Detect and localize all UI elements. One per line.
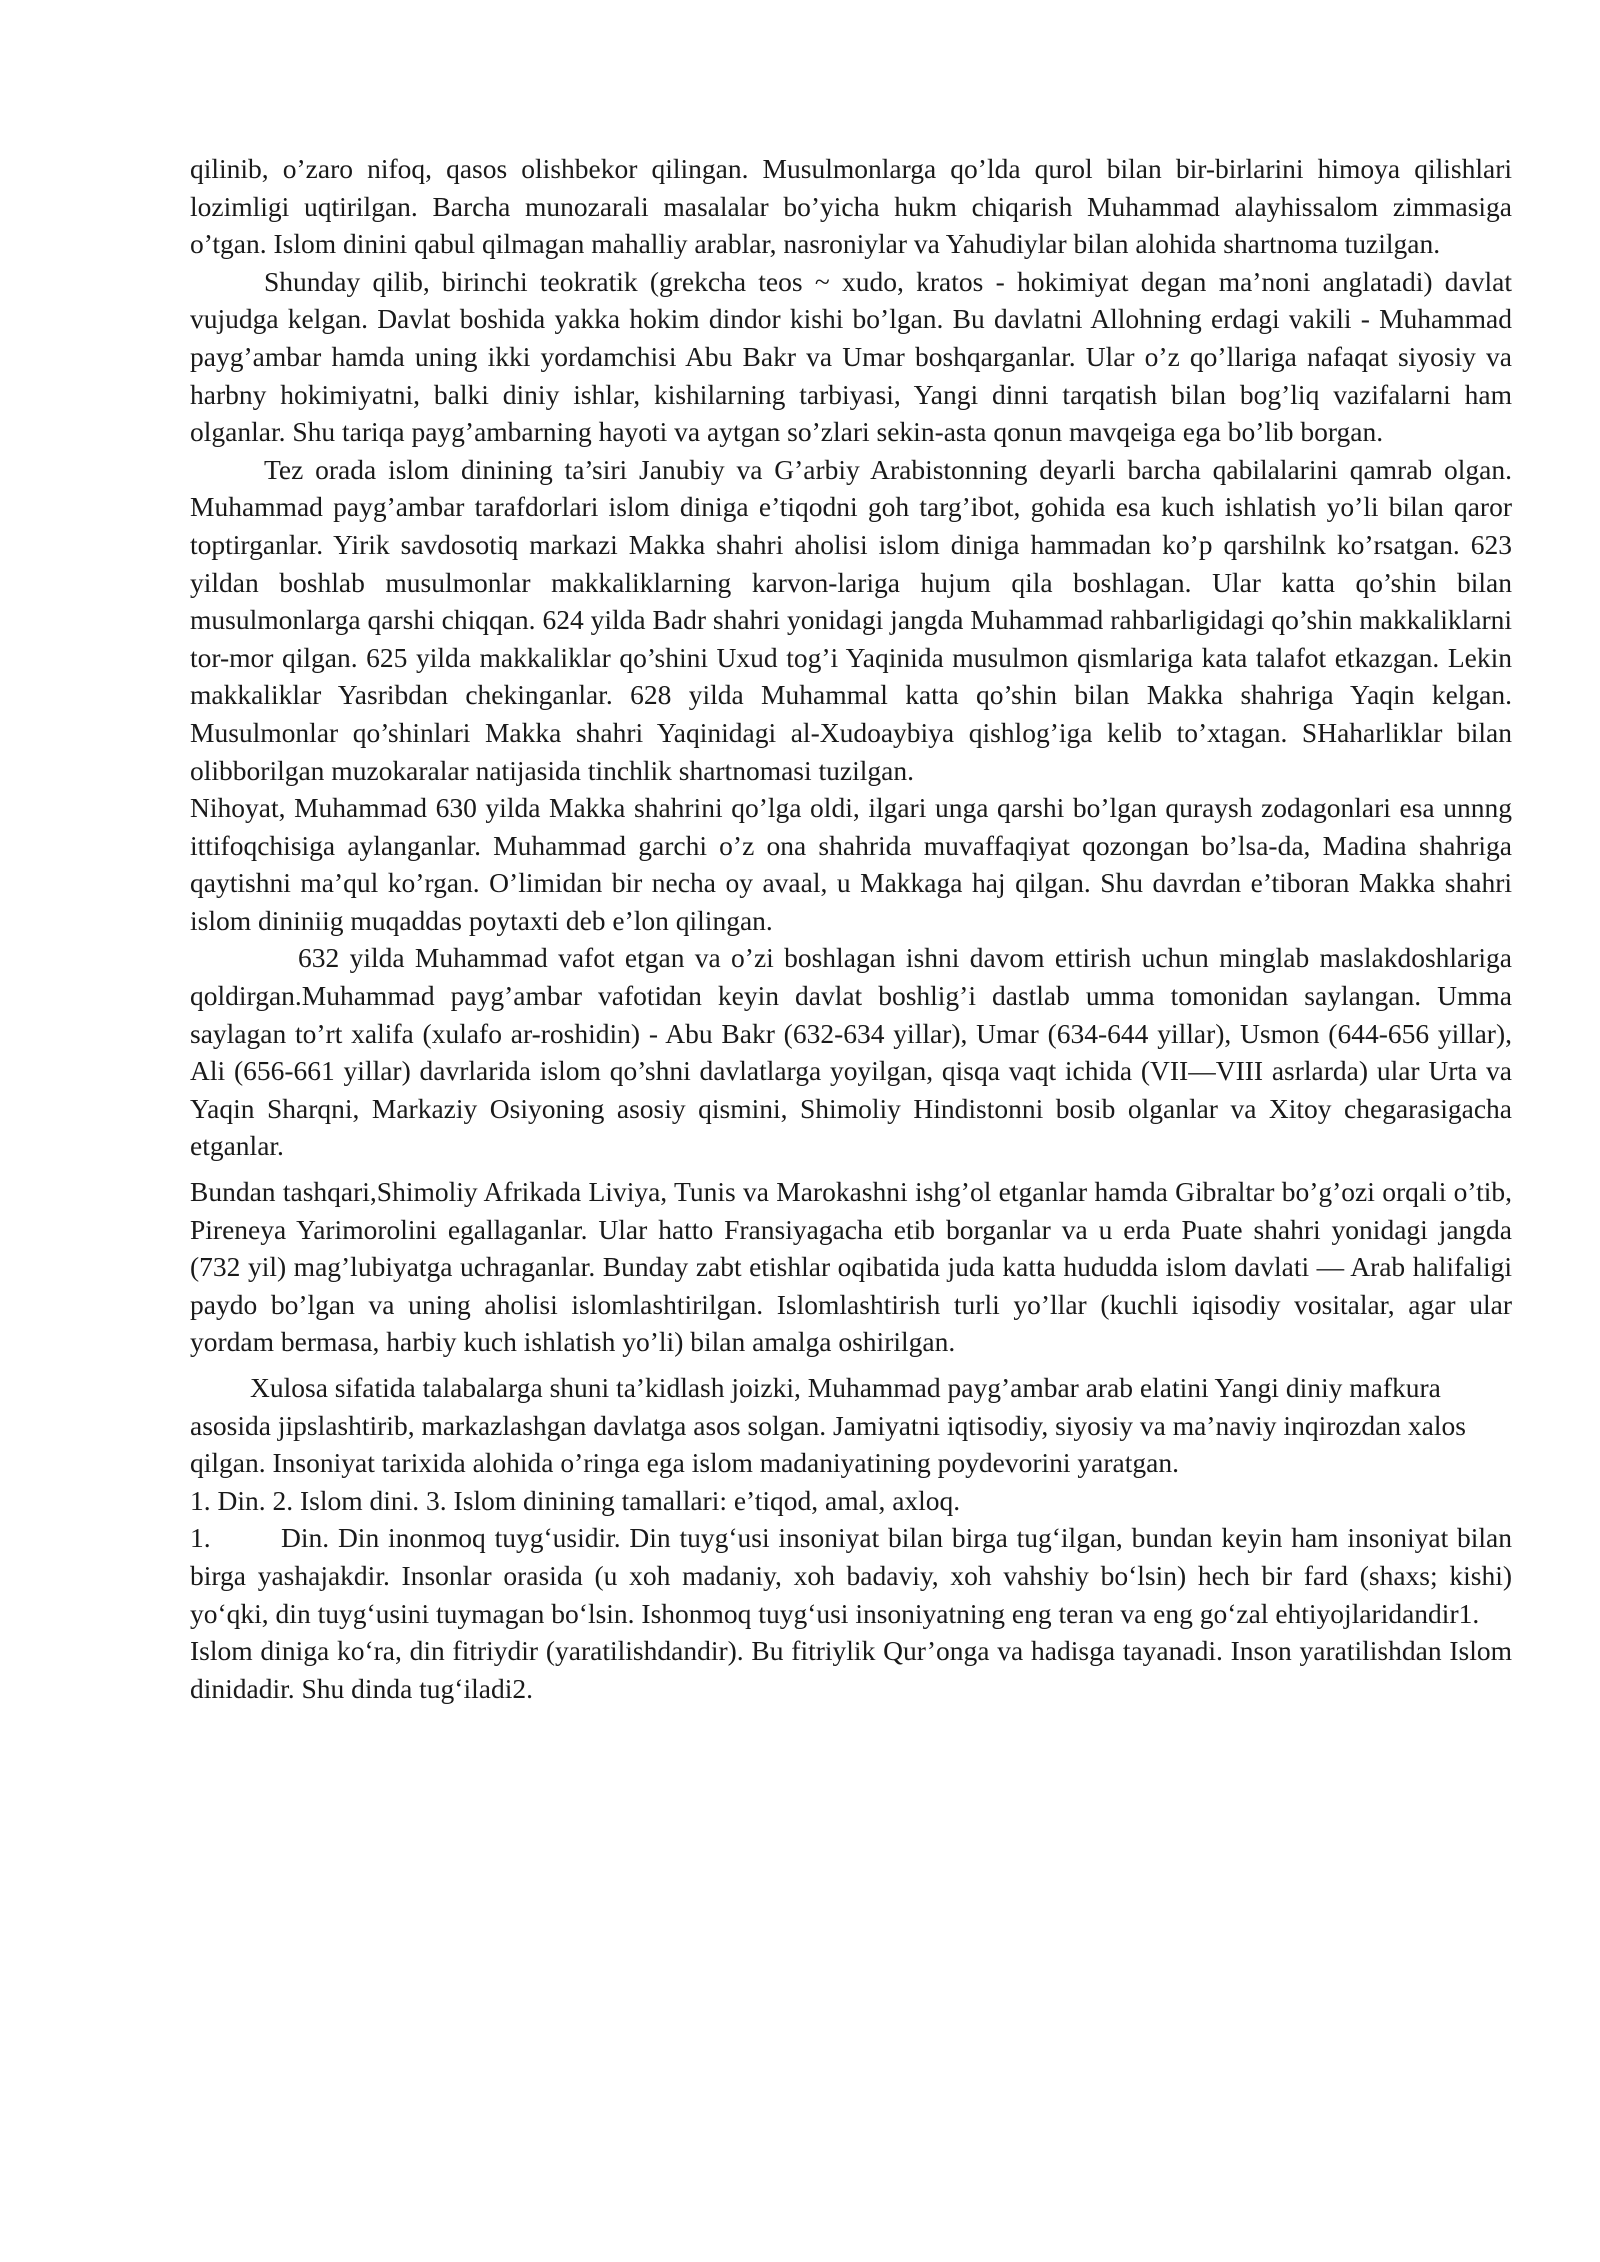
paragraph-6: Bundan tashqari,Shimoliy Afrikada Liviya, Tunis va Marokashni ishg’ol etganlar hamda Gibraltar bo’g’ozi orqali o’tib, Pireneya Yarimorolini egallaganlar. Ular hatto Fransiyagacha etib borganlar va u erda Puate shahri yonidagi jangda (732 yil) mag’lubiyatga uchraganlar. Bunday zabt etishlar oqibatida juda katta hududda islom davlati — Arab halifaligi paydo bo’lgan va uning aholisi islomlashtirilgan. Islomlashtirish turli yo’llar (kuchli iqisodiy vositalar, agar ular yordam bermasa, harbiy kuch ishlatish yo’li) bilan amalga oshirilgan. [190,1176,1512,1358]
paragraph-3: Tez orada islom dinining ta’siri Janubiy va G’arbiy Arabistonning deyarli barcha qabilalarini qamrab olgan. Muhammad payg’ambar tarafdorlari islom diniga e’tiqodni goh targ’ibot, gohida esa kuch ishlatish yo’li bilan qaror toptirganlar. Yirik savdosotiq markazi Makka shahri aholisi islom diniga hammadan ko’p qarshilnk ko’rsatgan. 623 yildan boshlab musulmonlar makkaliklarning karvon-lariga hujum qila boshlagan. Ular katta qo’shin bilan musulmonlarga qarshi chiqqan. 624 yilda Badr shahri yonidagi jangda Muhammad rahbarligidagi qo’shin makkaliklarni tor-mor qilgan. 625 yilda makkaliklar qo’shini Uxud tog’i Yaqinida musulmon qismlariga kata talafot etkazgan. Lekin makkaliklar Yasribdan chekinganlar. 628 yilda Muhammal katta qo’shin bilan Makka shahriga Yaqin kelgan. Musulmonlar qo’shinlari Makka shahri Yaqinidagi al-Xudoaybiya qishlog’iga kelib to’xtagan. SHaharliklar bilan olibborilgan muzokaralar natijasida tinchlik shartnomasi tuzilgan. [190,453,1512,786]
paragraph-8: 1. Din. 2. Islom dini. 3. Islom dinining tamallari: e’tiqod, amal, axloq. [190,1484,961,1516]
paragraph-7: Xulosa sifatida talabalarga shuni ta’kidlash joizki, Muhammad payg’ambar arab elatini Yangi diniy mafkura asosida jipslashtirib, markazlashgan davlatga asos solgan. Jamiyatni iqtisodiy, siyosiy va ma’naviy inqirozdan xalos qilgan. Insoniyat tarixida alohida o’ringa ega islom madaniyatining poydevorini yaratgan. [190,1372,1466,1479]
paragraph-4: Nihoyat, Muhammad 630 yilda Makka shahrini qo’lga oldi, ilgari unga qarshi bo’lgan quraysh zodagonlari esa unnng ittifoqchisiga aylanganlar. Muhammad garchi o’z ona shahrida muvaffaqiyat qozongan bo’lsa-da, Madina shahriga qaytishni ma’qul ko’rgan. O’limidan bir necha oy avaal, u Makkaga haj qilgan. Shu davrdan e’tiboran Makka shahri islom dininiig muqaddas poytaxti deb e’lon qilingan. [190,792,1512,936]
paragraph-9: 1. Din. Din inonmoq tuyg‘usidir. Din tuyg‘usi insoniyat bilan birga tug‘ilgan, bundan keyin ham insoniyat bilan birga yashajakdir. Insonlar orasida (u xoh madaniy, xoh badaviy, xoh vahshiy bo‘lsin) hech bir fard (shaxs; kishi) yo‘qki, din tuyg‘usini tuymagan bo‘lsin. Ishonmoq tuyg‘usi insoniyatning eng teran va eng go‘zal ehtiyojlaridandir1. [190,1522,1519,1629]
paragraph-1: qilinib, o’zaro nifoq, qasos olishbekor qilingan. Musulmonlarga qo’lda qurol bilan bir-birlarini himoya qilishlari lozimligi uqtirilgan. Barcha munozarali masalalar bo’yicha hukm chiqarish Muhammad alayhissalom zimmasiga o’tgan. Islom dinini qabul qilmagan mahalliy arablar, nasroniylar va Yahudiylar bilan alohida shartnoma tuzilgan. [190,153,1512,260]
paragraph-2: Shunday qilib, birinchi teokratik (grekcha teos ~ xudo, kratos - hokimiyat degan ma’noni anglatadi) davlat vujudga kelgan. Davlat boshida yakka hokim dindor kishi bo’lgan. Bu davlatni Allohning erdagi vakili - Muhammad payg’ambar hamda uning ikki yordamchisi Abu Bakr va Umar boshqarganlar. Ular o’z qo’llariga nafaqat siyosiy va harbny hokimiyatni, balki diniy ishlar, kishilarning tarbiyasi, Yangi dinni tarqatish bilan bog’liq vazifalarni ham olganlar. Shu tariqa payg’ambarning hayoti va aytgan so’zlari sekin-asta qonun mavqeiga ega bo’lib borgan. [190,265,1512,448]
document-page [190,150,1519,1707]
paragraph-5: 632 yilda Muhammad vafot etgan va o’zi boshlagan ishni davom ettirish uchun minglab maslakdoshlariga qoldirgan.Muhammad payg’ambar vafotidan keyin davlat boshlig’i dastlab umma tomonidan saylangan. Umma saylagan to’rt xalifa (xulafo ar-roshidin) - Abu Bakr (632-634 yillar), Umar (634-644 yillar), Usmon (644-656 yillar), Ali (656-661 yillar) davrlarida islom qo’shni davlatlarga yoyilgan, qisqa vaqt ichida (VII—VIII asrlarda) ular Urta va Yaqin Sharqni, Markaziy Osiyoning asosiy qismini, Shimoliy Hindistonni bosib olganlar va Xitoy chegarasigacha etganlar. [190,942,1512,1162]
paragraph-10: Islom diniga ko‘ra, din fitriydir (yaratilishdandir). Bu fitriylik Qur’onga va hadisga tayanadi. Inson yaratilishdan Islom dinidadir. Shu dinda tug‘iladi2. [190,1635,1512,1704]
